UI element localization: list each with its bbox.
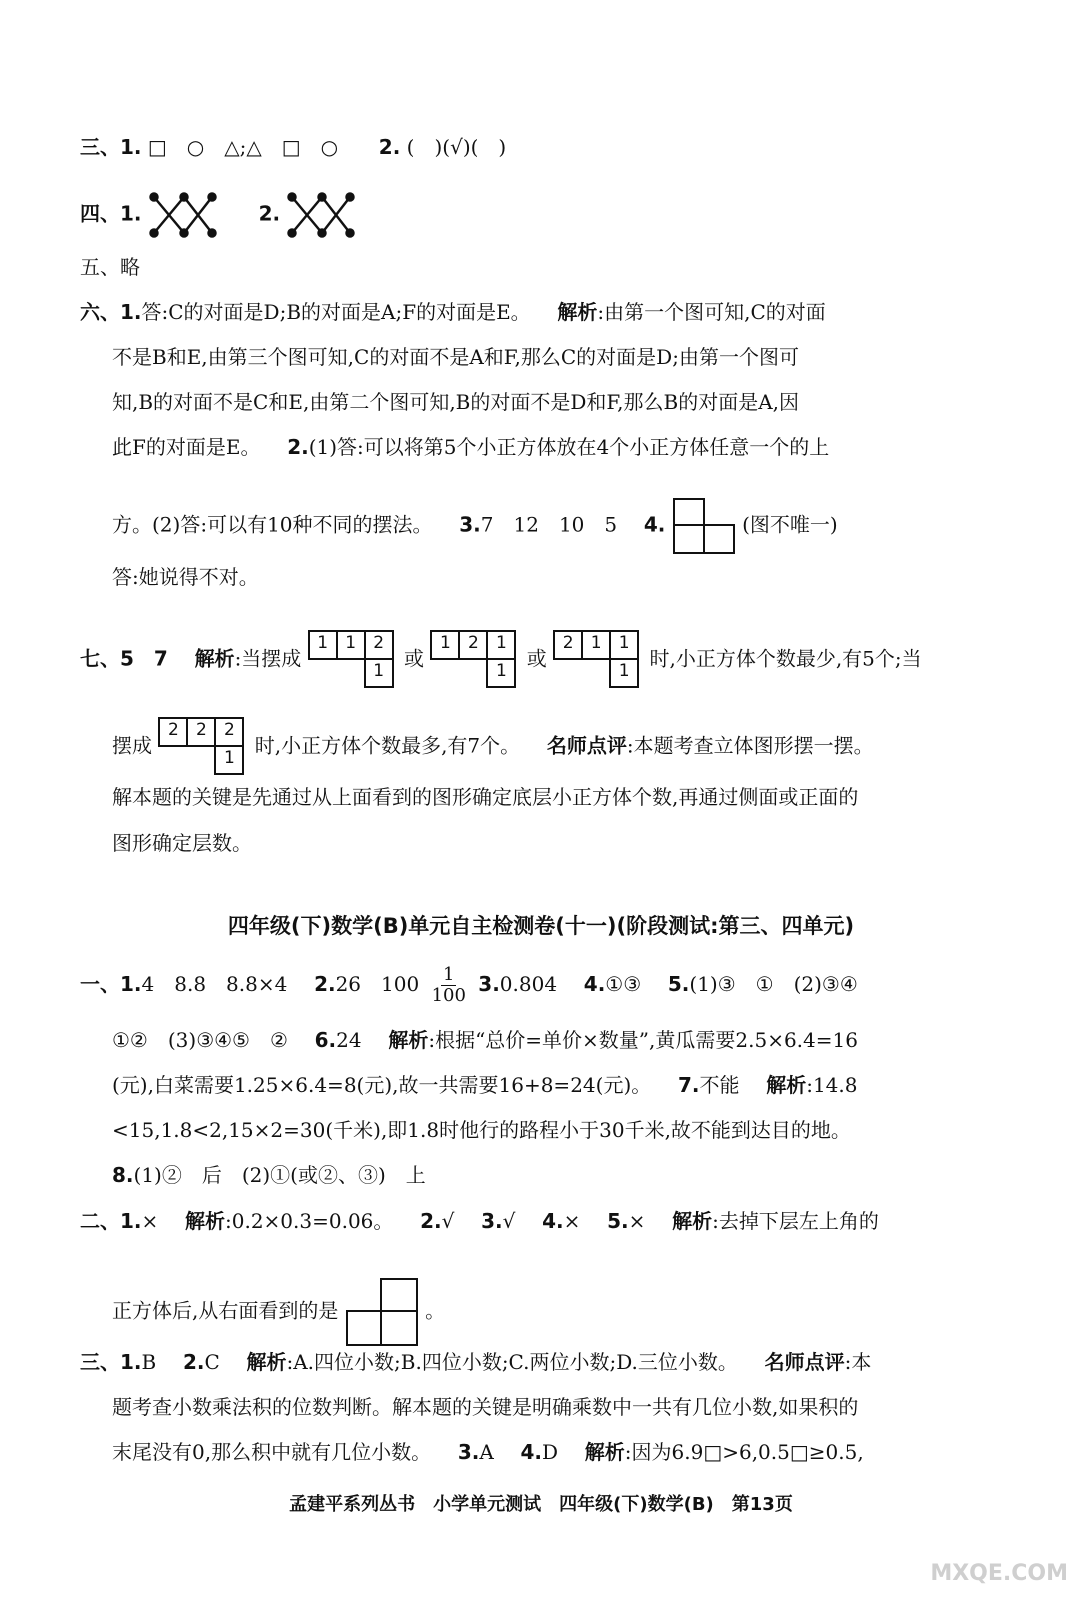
section-7-line-1: 七、5 7 解析:当摆成 1 1 2 1 或 1 2 1 1 或 2 1 1 1 时,小正方体个数最少,有5个;当 <box>80 630 922 690</box>
section-6-line-4: 此F的对面是E。 2.(1)答:可以将第5个小正方体放在4个小正方体任意一个的上 <box>112 435 830 459</box>
grid-cell: 1 <box>581 630 611 660</box>
fraction: $\frac{1}{100}$ <box>431 964 466 1006</box>
grid-cell: 1 <box>214 745 244 775</box>
right-view-diagram <box>345 1277 419 1347</box>
grid-cell: 1 <box>609 658 639 688</box>
grid-cell: 2 <box>158 717 188 747</box>
section-5-line: 五、略 <box>80 255 140 279</box>
section-6-line-5: 方。(2)答:可以有10种不同的摆法。 3.7 12 10 5 4. (图不唯一) <box>112 497 838 555</box>
grid-cell: 1 <box>336 630 366 660</box>
grid-cell: 2 <box>214 717 244 747</box>
part-2-line-2: 正方体后,从右面看到的是 。 <box>112 1277 445 1347</box>
grid-cell: 1 <box>430 630 460 660</box>
section-4-line: 四、1. 2. <box>80 192 356 238</box>
layout-grid-4 <box>158 717 248 777</box>
matching-lines-diagram-2 <box>286 192 356 238</box>
layout-grid-2 <box>430 630 520 690</box>
test-title: 四年级(下)数学(B)单元自主检测卷(十一)(阶段测试:第三、四单元) <box>227 914 855 938</box>
grid-cell: 1 <box>364 658 394 688</box>
part-1-line-5: 8.(1)② 后 (2)①(或②、③) 上 <box>112 1163 426 1187</box>
layout-grid-1 <box>308 630 398 690</box>
grid-cell: 1 <box>308 630 338 660</box>
part-1-line-3: (元),白菜需要1.25×6.4=8(元),故一共需要16+8=24(元)。 7.不能 解析:14.8 <box>112 1073 858 1097</box>
cube-view-diagram <box>672 497 736 555</box>
watermark: MXQE.COM <box>930 1561 1068 1586</box>
section-6-line-2: 不是B和E,由第三个图可知,C的对面不是A和F,那么C的对面是D;由第一个图可 <box>112 345 799 369</box>
grid-cell: 1 <box>486 630 516 660</box>
section-7-line-3: 解本题的关键是先通过从上面看到的图形确定底层小正方体个数,再通过侧面或正面的 <box>112 785 859 809</box>
shape-answers: □ ○ △;△ □ ○ <box>147 135 339 159</box>
grid-cell: 2 <box>186 717 216 747</box>
part-3-line-2: 题考查小数乘法积的位数判断。解本题的关键是明确乘数中一共有几位小数,如果积的 <box>112 1395 859 1419</box>
grid-cell: 2 <box>458 630 488 660</box>
layout-grid-3 <box>553 630 643 690</box>
part-3-line-1: 三、1.B 2.C 解析:A.四位小数;B.四位小数;C.两位小数;D.三位小数。 名师点评:本 <box>80 1350 872 1374</box>
part-1-line-2: ①② (3)③④⑤ ② 6.24 解析:根据“总价=单价×数量”,黄瓜需要2.5×6.4=16 <box>112 1028 858 1052</box>
section-3-line: 三、1. □ ○ △;△ □ ○ 2. ( )(√)( ) <box>80 135 507 159</box>
grid-cell: 1 <box>486 658 516 688</box>
section-6-line-6: 答:她说得不对。 <box>112 565 259 589</box>
matching-lines-diagram-1 <box>148 192 218 238</box>
section-6-line-3: 知,B的对面不是C和E,由第二个图可知,B的对面不是D和F,那么B的对面是A,因 <box>112 390 800 414</box>
part-1-line-1: 一、1.4 8.8 8.8×4 2.26 100 $\frac{1}{100}$ 3.0.804 4.①③ 5.(1)③ ① (2)③④ <box>80 964 858 1006</box>
part-2-line-1: 二、1.× 解析:0.2×0.3=0.06。 2.√ 3.√ 4.× 5.× 解析:去掉下层左上角的 <box>80 1209 879 1233</box>
grid-cell: 2 <box>553 630 583 660</box>
grid-cell: 1 <box>609 630 639 660</box>
section-6-line-1: 六、1.答:C的对面是D;B的对面是A;F的对面是E。 解析:由第一个图可知,C的对面 <box>80 300 826 324</box>
grid-cell: 2 <box>364 630 394 660</box>
section-7-line-2: 摆成 2 2 2 1 时,小正方体个数最多,有7个。 名师点评:本题考查立体图形摆一摆。 <box>112 717 874 777</box>
page-footer: 孟建平系列丛书 小学单元测试 四年级(下)数学(B) 第13页 <box>289 1494 793 1515</box>
part-3-line-3: 末尾没有0,那么积中就有几位小数。 3.A 4.D 解析:因为6.9□>6,0.5□≥0.5, <box>112 1440 864 1464</box>
part-1-line-4: <15,1.8<2,15×2=30(千米),即1.8时他行的路程小于30千米,故不能到达目的地。 <box>112 1118 851 1142</box>
section-7-line-4: 图形确定层数。 <box>112 831 252 855</box>
